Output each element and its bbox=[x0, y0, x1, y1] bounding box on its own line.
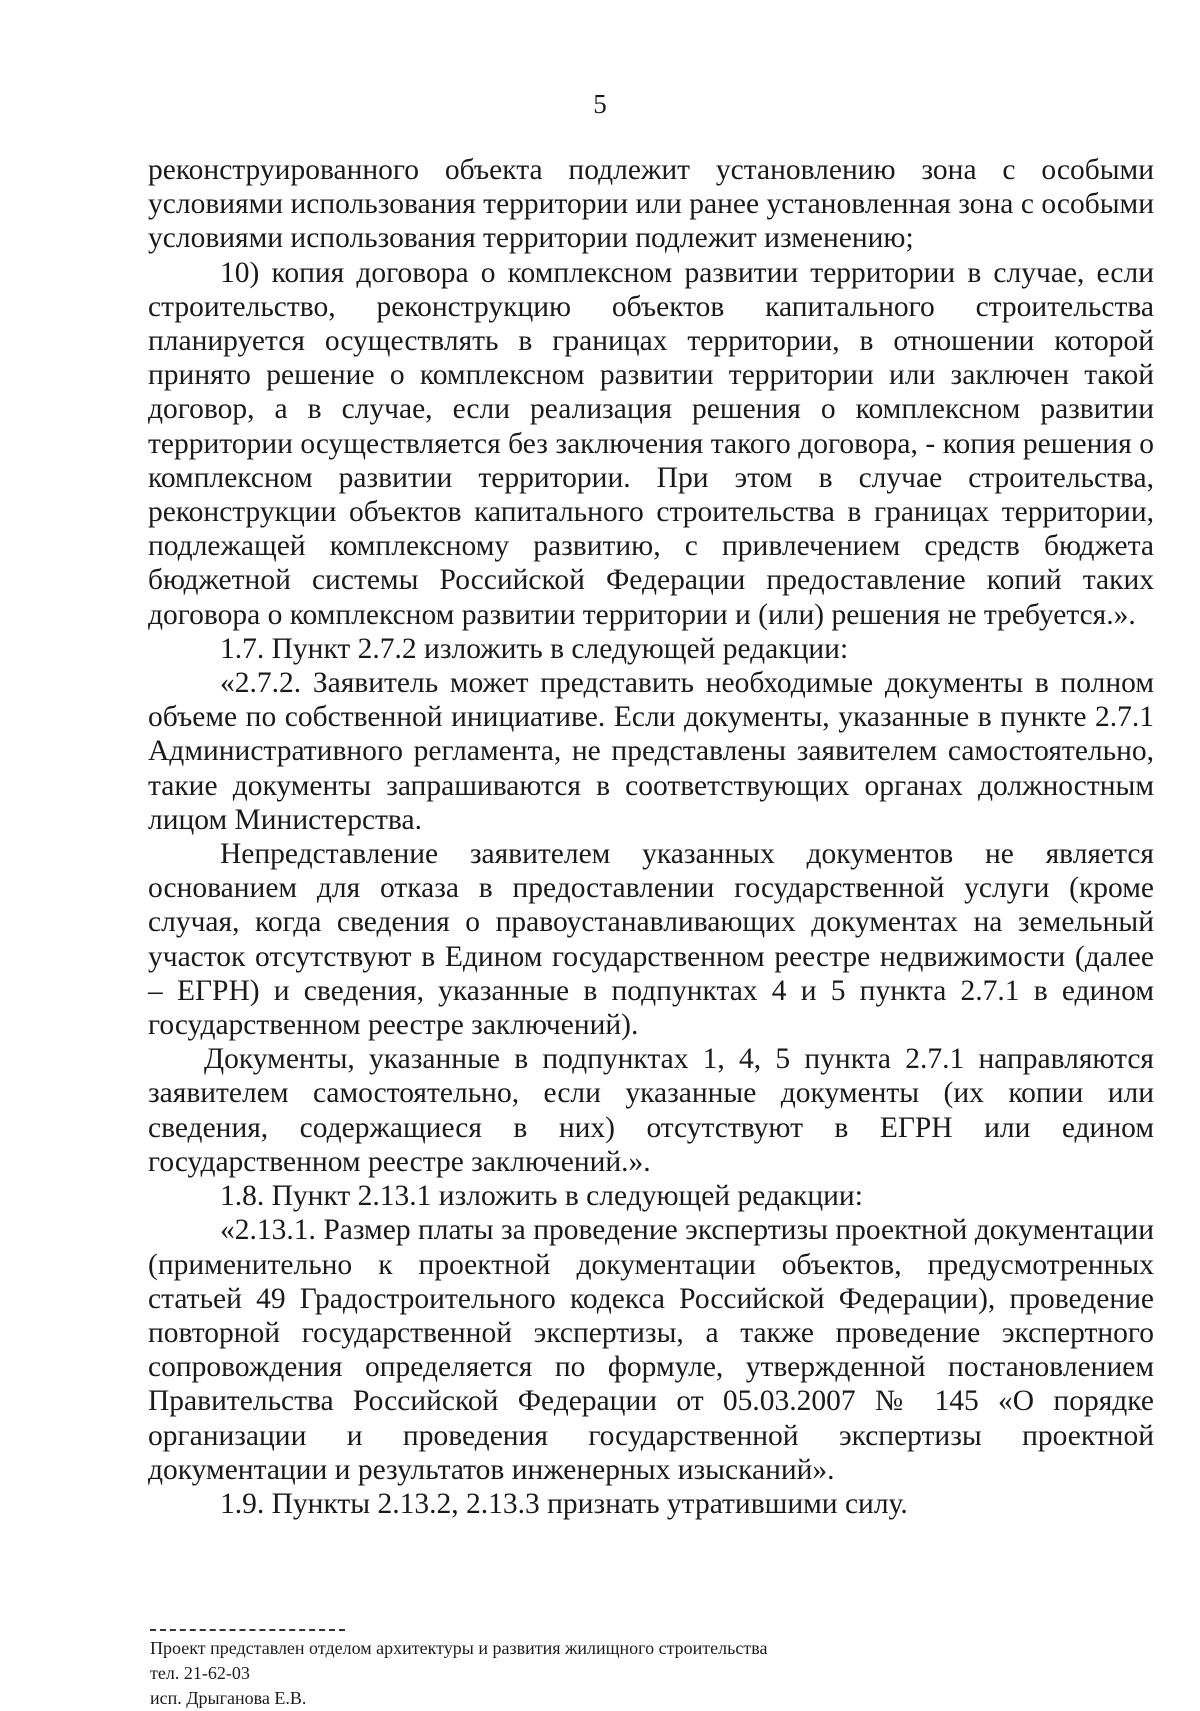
footnote-executor: исп. Дрыганова Е.В. bbox=[150, 1688, 307, 1708]
paragraph-1-8: 1.8. Пункт 2.13.1 изложить в следующей редакции: bbox=[220, 1180, 863, 1213]
paragraph-2-13-1: «2.13.1. Размер платы за проведение экспертизы проектной документации (применительно к проектной документации объектов, предусмотренных статьей 49 Градостроительного кодекса Российской Федерации), проведение повторной государственной экспертизы, а также проведение экспертного сопровождения определяется по формуле, утвержденной постановлением Правительства Российской Федерации от 05.03.2007 № 145 «О порядке организации и проведения государственной экспертизы проектной документации и результатов инженерных изысканий». bbox=[148, 1214, 1154, 1486]
page-number: 5 bbox=[593, 89, 607, 119]
paragraph-documents: Документы, указанные в подпунктах 1, 4, 5 пункта 2.7.1 направляются заявителем самостоятельно, если указанные документы (их копии или сведения, содержащиеся в них) отсутствуют в ЕГРН или едином государственном реестре заключений.». bbox=[148, 1043, 1154, 1178]
paragraph-1-7: 1.7. Пункт 2.7.2 изложить в следующей редакции: bbox=[220, 632, 849, 665]
paragraph-1-9: 1.9. Пункты 2.13.2, 2.13.3 признать утратившими силу. bbox=[220, 1487, 908, 1520]
paragraph-continuation: реконструированного объекта подлежит установлению зона с особыми условиями использования территории или ранее установленная зона с особыми условиями использования территории подлежит изменению; bbox=[148, 154, 1154, 255]
paragraph-2-7-2: «2.7.2. Заявитель может представить необходимые документы в полном объеме по собственной инициативе. Если документы, указанные в пункте 2.7.1 Административного регламента, не представлены заявителем самостоятельно, такие документы запрашиваются в соответствующих органах должностным лицом Министерства. bbox=[148, 667, 1154, 836]
paragraph-item-10: 10) копия договора о комплексном развитии территории в случае, если строительство, реконструкцию объектов капитального строительства планируется осуществлять в границах территории, в отношении которой принято решение о комплексном развитии территории или заключен такой договор, а в случае, если реализация решения о комплексном развитии территории осуществляется без заключения такого договора, - копия решения о комплексном развитии территории. При этом в случае строительства, реконструкции объектов капитального строительства в границах территории, подлежащей комплексному развитию, с привлечением средств бюджета бюджетной системы Российской Федерации предоставление копий таких договора о комплексном развитии территории и (или) решения не требуется.». bbox=[148, 256, 1154, 631]
footnote-phone: тел. 21-62-03 bbox=[150, 1663, 250, 1683]
footnote bbox=[150, 1636, 1050, 1711]
document-body bbox=[148, 153, 1154, 1521]
paragraph-non-submission: Непредставление заявителем указанных документов не является основанием для отказа в предоставлении государственной услуги (кроме случая, когда сведения о правоустанавливающих документах на земельный участок отсутствуют в Едином государственном реестре недвижимости (далее – ЕГРН) и сведения, указанные в подпунктах 4 и 5 пункта 2.7.1 в едином государственном реестре заключений). bbox=[148, 838, 1154, 1042]
footnote-divider bbox=[150, 1629, 345, 1631]
footnote-department: Проект представлен отделом архитектуры и развития жилищного строительства bbox=[150, 1638, 768, 1658]
